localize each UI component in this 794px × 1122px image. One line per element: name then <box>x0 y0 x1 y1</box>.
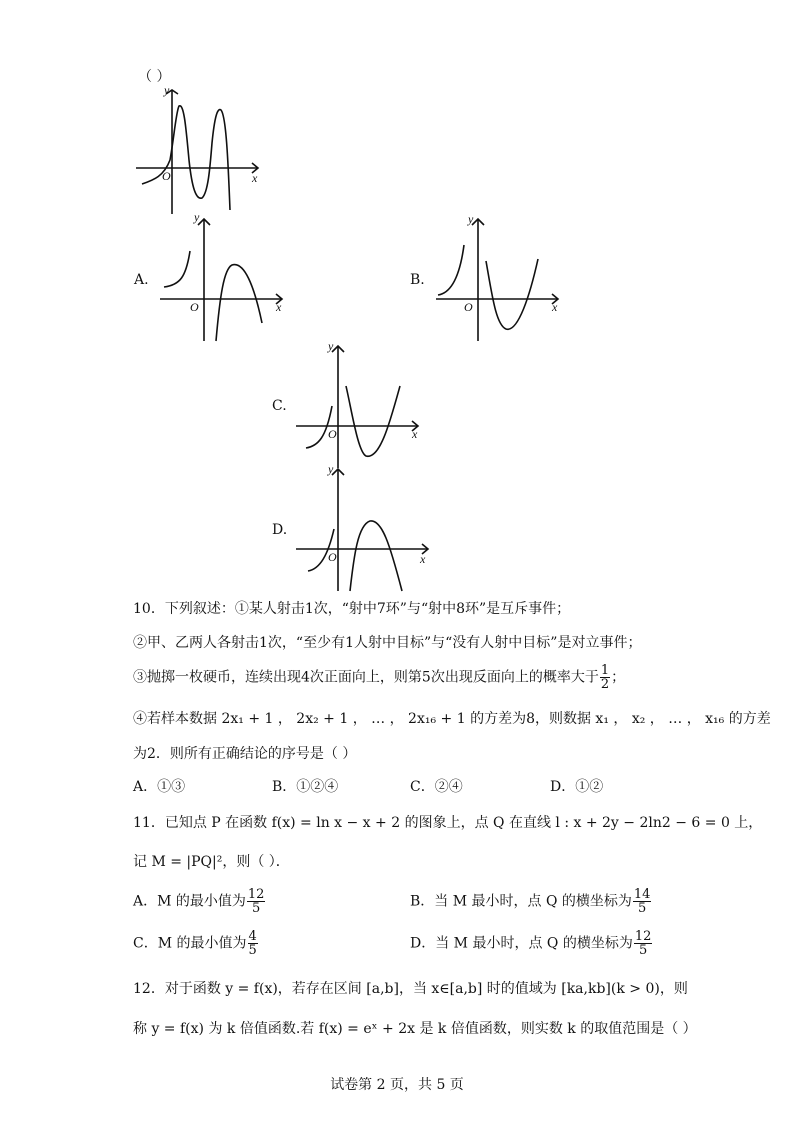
x-label: x <box>420 552 426 566</box>
curve-right-branch <box>486 259 538 329</box>
q11-option-a: A．M 的最小值为 $\frac{12}{5}$ <box>133 887 265 916</box>
origin-label: O <box>190 300 199 314</box>
fraction: $\frac{12}{5}$ <box>247 887 265 916</box>
q11-line-1: 11．已知点 P 在函数 f(x) = ln x − x + 2 的图象上，点 Q 在直线 l : x + 2y − 2ln2 − 6 = 0 上， <box>133 815 763 831</box>
page-footer: 试卷第 2 页，共 5 页 <box>330 1077 464 1093</box>
curve-left-branch <box>438 245 464 295</box>
q9-main-graph <box>134 83 264 216</box>
fraction: $\frac{12}{5}$ <box>634 929 652 958</box>
q9-option-a-label: A. <box>134 272 149 288</box>
q9-answer-paren: （ ） <box>138 69 171 85</box>
x-label: x <box>252 171 258 185</box>
q10-line-1: 10．下列叙述：①某人射击1次，“射中7环”与“射中8环”是互斥事件； <box>133 601 571 617</box>
q11-option-b: B．当 M 最小时，点 Q 的横坐标为 $\frac{14}{5}$ <box>410 887 651 916</box>
main-curve <box>142 106 230 210</box>
q10-line-5: 为2．则所有正确结论的序号是（ ） <box>133 746 357 762</box>
q11-option-d: D．当 M 最小时，点 Q 的横坐标为 $\frac{12}{5}$ <box>410 929 652 958</box>
q10-option-b: B．①②④ <box>272 779 339 795</box>
q10-option-a: A．①③ <box>133 779 186 795</box>
q9-option-a-graph <box>158 210 288 343</box>
q10-option-d: D．①② <box>550 779 604 795</box>
curve-right-branch <box>346 386 400 456</box>
q10-line-3-text: ③抛掷一枚硬币，连续出现4次正面向上，则第5次出现反面向上的概率大于 <box>133 669 599 686</box>
fraction: $\frac{14}{5}$ <box>633 887 651 916</box>
q10-option-c: C．②④ <box>410 779 463 795</box>
q10-line-2: ②甲、乙两人各射击1次，“至少有1人射中目标”与“没有人射中目标”是对立事件； <box>133 635 642 651</box>
origin-label: O <box>162 169 171 183</box>
q12-line-2: 称 y = f(x) 为 k 倍值函数.若 f(x) = eˣ + 2x 是 k 倍值函数，则实数 k 的取值范围是（ ） <box>133 1021 697 1037</box>
x-label: x <box>412 427 418 441</box>
q9-option-c-graph <box>294 339 424 470</box>
q9-option-b-graph <box>434 212 564 343</box>
origin-label: O <box>464 300 473 314</box>
curve-right-branch <box>216 265 262 341</box>
curve-left-branch <box>164 251 190 287</box>
y-label: y <box>468 212 474 226</box>
q9-option-c-label: C. <box>272 398 287 414</box>
q9-option-d-label: D. <box>272 522 288 538</box>
q10-line-3: ③抛掷一枚硬币，连续出现4次正面向上，则第5次出现反面向上的概率大于 $\frac{1}{2}$ ； <box>133 663 626 692</box>
x-label: x <box>276 300 282 314</box>
curve-right-branch <box>350 521 402 591</box>
q9-option-b-label: B. <box>410 272 425 288</box>
fraction: $\frac{4}{5}$ <box>248 929 257 958</box>
fraction-one-half: $\frac{1}{2}$ <box>600 663 610 692</box>
x-label: x <box>552 300 558 314</box>
q11-line-2: 记 M = |PQ|²，则（ ）． <box>133 854 290 870</box>
q11-option-c: C．M 的最小值为 $\frac{4}{5}$ <box>133 929 257 958</box>
y-label: y <box>328 339 334 353</box>
q12-line-1: 12．对于函数 y = f(x)，若存在区间 [a,b]，当 x∈[a,b] 时的值域为 [ka,kb](k > 0)，则 <box>133 981 688 997</box>
y-label: y <box>328 462 334 476</box>
q10-line-4: ④若样本数据 2x₁ + 1 ， 2x₂ + 1 ， … ， 2x₁₆ + 1 的方差为8，则数据 x₁ ， x₂ ， … ， x₁₆ 的方差 <box>133 711 771 727</box>
origin-label: O <box>328 427 337 441</box>
y-label: y <box>194 210 200 224</box>
y-label: y <box>164 83 170 97</box>
q9-option-d-graph <box>294 462 434 593</box>
origin-label: O <box>328 550 337 564</box>
